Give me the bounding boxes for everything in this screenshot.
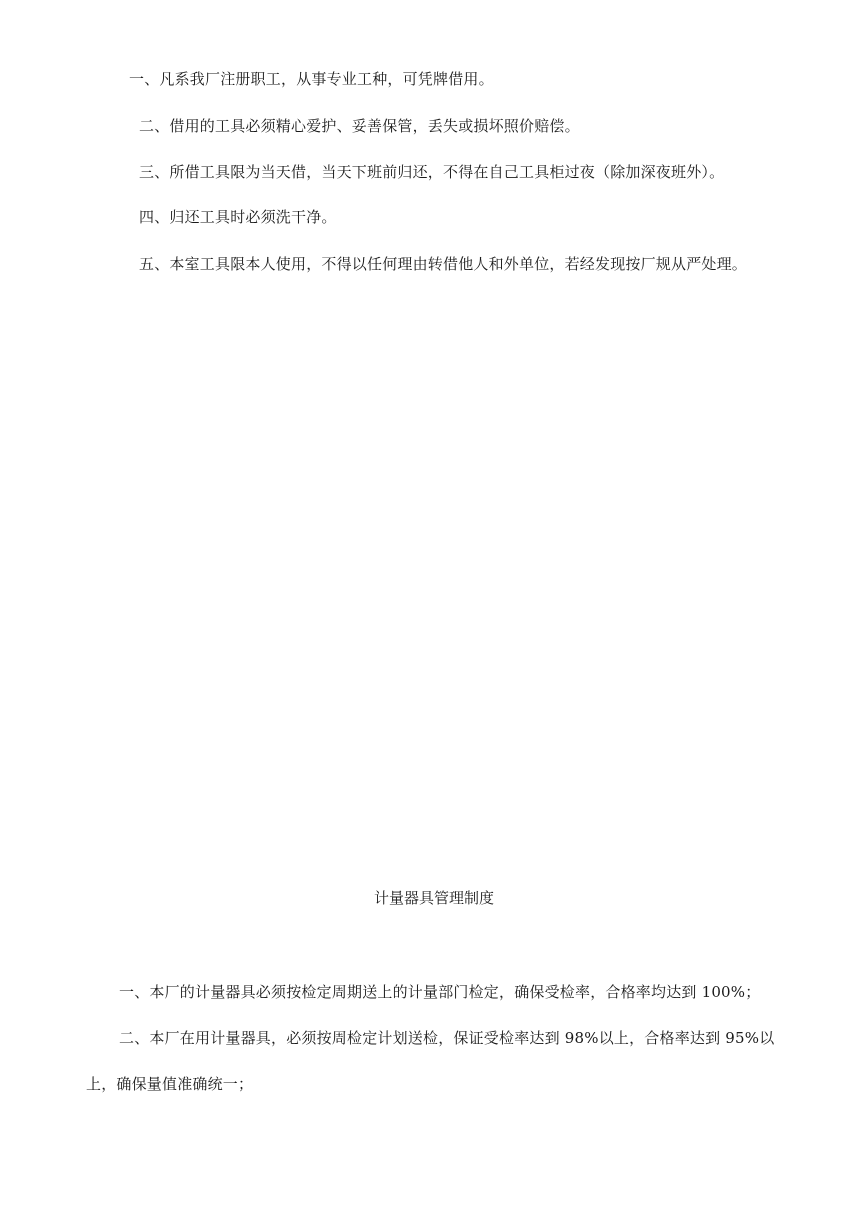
measuring-rule-2-line-1: 二、本厂在用计量器具，必须按周检定计划送检，保证受检率达到 98%以上，合格率达到 95%以	[119, 1029, 775, 1047]
section-title: 计量器具管理制度	[373, 889, 494, 907]
measuring-rule-2-line-2: 上，确保量值准确统一；	[86, 1075, 254, 1093]
tool-rule-5: 五、本室工具限本人使用，不得以任何理由转借他人和外单位，若经发现按厂规从严处理。	[139, 255, 748, 273]
tool-rule-4: 四、归还工具时必须洗干净。	[139, 208, 337, 226]
tool-rule-2: 二、借用的工具必须精心爱护、妥善保管，丢失或损坏照价赔偿。	[139, 117, 580, 135]
tool-rule-3: 三、所借工具限为当天借，当天下班前归还，不得在自己工具柜过夜（除加深夜班外）。	[139, 163, 725, 181]
measuring-rule-1: 一、本厂的计量器具必须按检定周期送上的计量部门检定，确保受检率，合格率均达到 100%；	[119, 983, 761, 1001]
tool-rule-1: 一、凡系我厂注册职工，从事专业工种，可凭牌借用。	[129, 70, 494, 88]
